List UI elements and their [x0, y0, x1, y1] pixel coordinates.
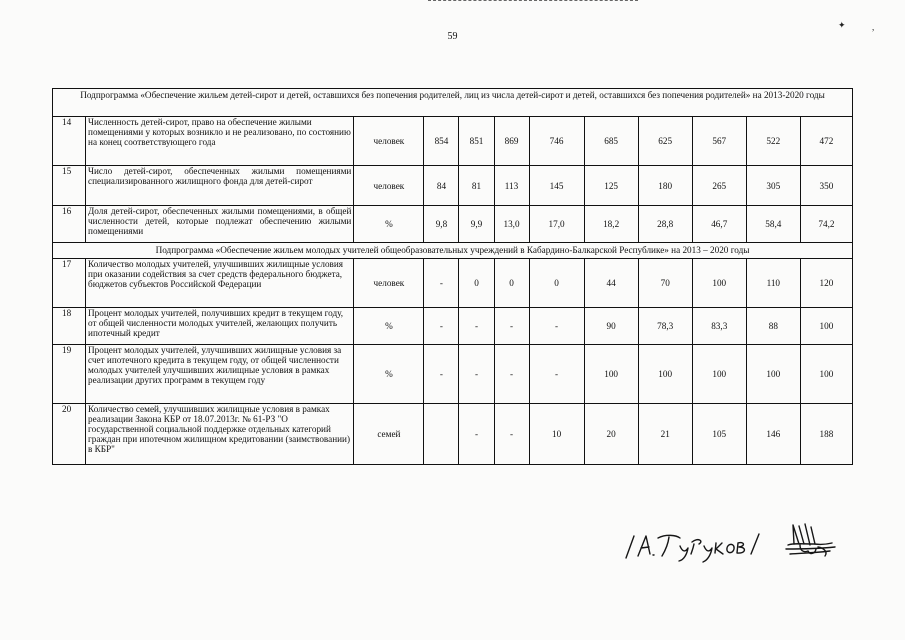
indicator-description: Количество молодых учителей, улучшивших жилищные условия при оказании содействия за счет средств федерального бюджета, бюджетов субъектов Российской Федерации: [86, 259, 354, 308]
indicator-description: Численность детей-сирот, право на обеспечение жилыми помещениями у которых возникло и не реализовано, по состоянию на конец соответствующего года: [86, 117, 354, 166]
indicator-value: 100: [692, 345, 746, 404]
indicator-value: 100: [638, 345, 692, 404]
indicator-value: 46,7: [692, 206, 746, 243]
indicator-value: 0: [529, 259, 584, 308]
indicator-value: [424, 404, 459, 465]
row-number: 15: [53, 166, 86, 206]
indicator-value: 350: [800, 166, 852, 206]
unit-of-measure: семей: [354, 404, 424, 465]
indicator-value: 869: [494, 117, 529, 166]
indicator-value: 9,8: [424, 206, 459, 243]
indicator-description: Число детей-сирот, обеспеченных жилыми помещениями специализированного жилищного фонда для детей-сирот: [86, 166, 354, 206]
scan-speck: ,: [872, 22, 875, 32]
indicator-value: 746: [529, 117, 584, 166]
indicator-value: 125: [584, 166, 638, 206]
unit-of-measure: %: [354, 206, 424, 243]
unit-of-measure: человек: [354, 259, 424, 308]
indicator-value: 0: [459, 259, 494, 308]
indicator-value: -: [459, 404, 494, 465]
subprogram-header-orphans: Подпрограмма «Обеспечение жильем детей-сирот и детей, оставшихся без попечения родителей, лиц из числа детей-сирот и детей, оставшихся без попечения родителей» на 2013-2020 годы: [53, 89, 853, 117]
indicator-value: 88: [746, 308, 800, 345]
row-number: 18: [53, 308, 86, 345]
indicator-value: 685: [584, 117, 638, 166]
indicator-value: 10: [529, 404, 584, 465]
indicator-value: 17,0: [529, 206, 584, 243]
indicator-value: 83,3: [692, 308, 746, 345]
indicator-value: 522: [746, 117, 800, 166]
indicator-value: -: [424, 308, 459, 345]
indicator-value: 20: [584, 404, 638, 465]
row-number: 20: [53, 404, 86, 465]
table-row: [53, 404, 853, 465]
indicator-value: 78,3: [638, 308, 692, 345]
table-row: [53, 308, 853, 345]
indicator-value: 305: [746, 166, 800, 206]
indicator-value: 188: [800, 404, 852, 465]
indicator-value: 625: [638, 117, 692, 166]
indicator-value: 0: [494, 259, 529, 308]
indicator-value: -: [424, 259, 459, 308]
scan-speck: ✦: [838, 20, 846, 30]
indicator-value: 100: [746, 345, 800, 404]
indicator-value: 9,9: [459, 206, 494, 243]
indicators-table: [52, 88, 853, 465]
indicator-value: 18,2: [584, 206, 638, 243]
table-row: [53, 206, 853, 243]
indicator-value: 100: [800, 345, 852, 404]
indicator-value: 44: [584, 259, 638, 308]
indicator-value: 472: [800, 117, 852, 166]
indicator-value: 120: [800, 259, 852, 308]
indicator-value: 146: [746, 404, 800, 465]
indicator-value: 100: [800, 308, 852, 345]
unit-of-measure: человек: [354, 117, 424, 166]
indicator-value: 81: [459, 166, 494, 206]
indicator-value: 265: [692, 166, 746, 206]
table-row: [53, 117, 853, 166]
indicator-description: Количество семей, улучшивших жилищные условия в рамках реализации Закона КБР от 18.07.2013г. № 61-РЗ "О государственной социальной поддержке отдельных категорий граждан при ипотечном жилищном кредитовании (заимствовании) в КБР": [86, 404, 354, 465]
indicator-value: 84: [424, 166, 459, 206]
table-row: [53, 166, 853, 206]
unit-of-measure: человек: [354, 166, 424, 206]
indicator-value: 74,2: [800, 206, 852, 243]
subprogram-header-teachers: Подпрограмма «Обеспечение жильем молодых учителей общеобразовательных учреждений в Кабардино-Балкарской Республике» на 2013 – 2020 годы: [53, 243, 853, 259]
indicator-description: Доля детей-сирот, обеспеченных жилыми помещениями, в общей численности детей, которые подлежат обеспечению жилыми помещениями: [86, 206, 354, 243]
indicator-value: 145: [529, 166, 584, 206]
indicator-value: -: [494, 404, 529, 465]
table-body: [53, 89, 853, 465]
indicator-value: 180: [638, 166, 692, 206]
row-number: 17: [53, 259, 86, 308]
page-number: 59: [447, 31, 458, 42]
unit-of-measure: %: [354, 345, 424, 404]
indicator-value: 105: [692, 404, 746, 465]
signature-block: [618, 518, 848, 564]
indicator-value: 110: [746, 259, 800, 308]
section-row: [53, 89, 853, 117]
row-number: 14: [53, 117, 86, 166]
indicator-value: 854: [424, 117, 459, 166]
indicator-value: -: [424, 345, 459, 404]
indicator-description: Процент молодых учителей, улучшивших жилищные условия за счет ипотечного кредита в текущем году, от общей численности молодых учителей улучшивших жилищные условия в рамках реализации других программ в текущем году: [86, 345, 354, 404]
indicator-value: -: [494, 308, 529, 345]
unit-of-measure: %: [354, 308, 424, 345]
indicator-value: 58,4: [746, 206, 800, 243]
indicator-value: 21: [638, 404, 692, 465]
indicator-value: 100: [584, 345, 638, 404]
indicator-value: -: [459, 308, 494, 345]
row-number: 19: [53, 345, 86, 404]
section-row: [53, 243, 853, 259]
indicator-value: 28,8: [638, 206, 692, 243]
indicator-value: 851: [459, 117, 494, 166]
indicator-value: 567: [692, 117, 746, 166]
page-top-edge-line: [428, 0, 638, 3]
table-row: [53, 345, 853, 404]
indicator-value: -: [529, 345, 584, 404]
indicator-value: -: [459, 345, 494, 404]
indicator-value: -: [494, 345, 529, 404]
indicator-value: 90: [584, 308, 638, 345]
indicator-value: 113: [494, 166, 529, 206]
indicator-value: 100: [692, 259, 746, 308]
handwritten-signature: [618, 518, 848, 564]
indicator-value: 13,0: [494, 206, 529, 243]
indicator-value: 70: [638, 259, 692, 308]
indicator-description: Процент молодых учителей, получивших кредит в текущем году, от общей численности молодых учителей, желающих получить ипотечный кредит: [86, 308, 354, 345]
row-number: 16: [53, 206, 86, 243]
indicator-value: -: [529, 308, 584, 345]
table-row: [53, 259, 853, 308]
